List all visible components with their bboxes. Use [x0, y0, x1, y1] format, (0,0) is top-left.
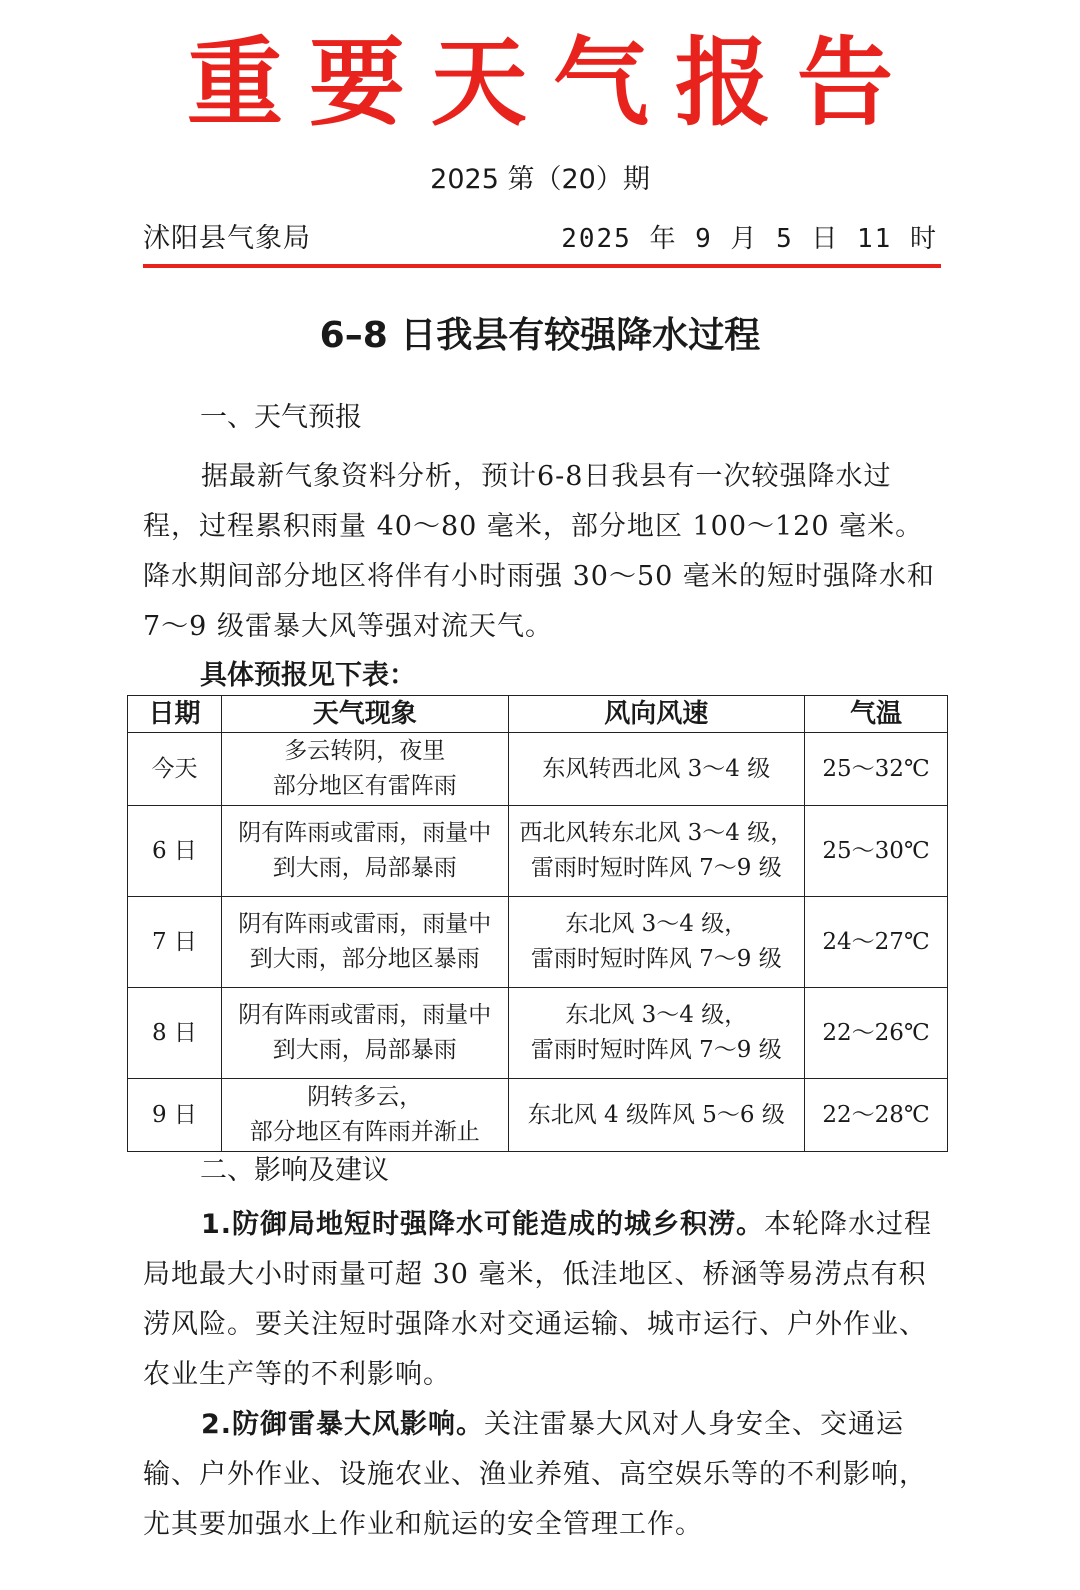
cell-wind: 西北风转东北风 3～4 级， 雷雨时短时阵风 7～9 级	[508, 806, 805, 897]
cell-temperature: 22～26℃	[805, 988, 948, 1079]
cell-weather: 阴有阵雨或雷雨，雨量中 到大雨，局部暴雨	[221, 806, 508, 897]
cell-wind: 东北风 3～4 级， 雷雨时短时阵风 7～9 级	[508, 897, 805, 988]
cell-weather: 阴转多云， 部分地区有阵雨并渐止	[221, 1079, 508, 1152]
forecast-paragraph: 据最新气象资料分析，预计6-8日我县有一次较强降水过程，过程累积雨量 40～80 毫米，部分地区 100～120 毫米。降水期间部分地区将伴有小时雨强 30～50 毫米的短时强降水和 7～9 级雷暴大风等强对流天气。	[143, 461, 935, 642]
cell-weather: 阴有阵雨或雷雨，雨量中 到大雨，局部暴雨	[221, 988, 508, 1079]
advice-item-2-text: 关注雷暴大风对人身安全、交通运输、户外作业、设施农业、渔业养殖、高空娱乐等的不利影响，尤其要加强水上作业和航运的安全管理工作。	[143, 1409, 927, 1540]
header-wind: 风向风速	[508, 696, 805, 733]
cell-temperature: 22～28℃	[805, 1079, 948, 1152]
advice-item-1-text: 本轮降水过程局地最大小时雨量可超 30 毫米，低洼地区、桥涵等易涝点有积涝风险。要关注短时强降水对交通运输、城市运行、户外作业、农业生产等的不利影响。	[143, 1209, 933, 1390]
red-divider	[143, 264, 941, 268]
table-row	[128, 897, 948, 988]
forecast-table	[127, 695, 948, 1152]
section-heading-forecast: 一、天气预报	[200, 402, 362, 433]
advice-item-1	[143, 1200, 938, 1400]
header-date: 日期	[128, 696, 222, 733]
table-row	[128, 1079, 948, 1152]
cell-wind: 东北风 3～4 级， 雷雨时短时阵风 7～9 级	[508, 988, 805, 1079]
cell-date: 9 日	[128, 1079, 222, 1152]
header-temperature: 气温	[805, 696, 948, 733]
cell-wind: 东风转西北风 3～4 级	[508, 733, 805, 806]
table-row	[128, 988, 948, 1079]
advice-item-2	[143, 1400, 938, 1550]
cell-temperature: 25～32℃	[805, 733, 948, 806]
cell-date: 6 日	[128, 806, 222, 897]
issue-number: 2025 第（20）期	[430, 164, 650, 195]
cell-date: 今天	[128, 733, 222, 806]
advice-item-2-title: 2.防御雷暴大风影响。	[201, 1409, 485, 1440]
table-row	[128, 806, 948, 897]
section-heading-impact: 二、影响及建议	[200, 1155, 389, 1186]
table-row	[128, 733, 948, 806]
cell-date: 8 日	[128, 988, 222, 1079]
table-header-row	[128, 696, 948, 733]
document-title: 6–8 日我县有较强降水过程	[319, 315, 761, 356]
issue-date: 2025 年 9 月 5 日 11 时	[561, 224, 938, 254]
table-intro: 具体预报见下表：	[200, 660, 416, 691]
issuer-name: 沭阳县气象局	[143, 223, 311, 254]
cell-date: 7 日	[128, 897, 222, 988]
cell-temperature: 25～30℃	[805, 806, 948, 897]
report-masthead: 重要天气报告	[187, 27, 919, 139]
cell-weather: 多云转阴，夜里 部分地区有雷阵雨	[221, 733, 508, 806]
cell-weather: 阴有阵雨或雷雨，雨量中 到大雨，部分地区暴雨	[221, 897, 508, 988]
advice-item-1-title: 1.防御局地短时强降水可能造成的城乡积涝。	[201, 1209, 765, 1240]
cell-temperature: 24～27℃	[805, 897, 948, 988]
cell-wind: 东北风 4 级阵风 5～6 级	[508, 1079, 805, 1152]
header-weather: 天气现象	[221, 696, 508, 733]
